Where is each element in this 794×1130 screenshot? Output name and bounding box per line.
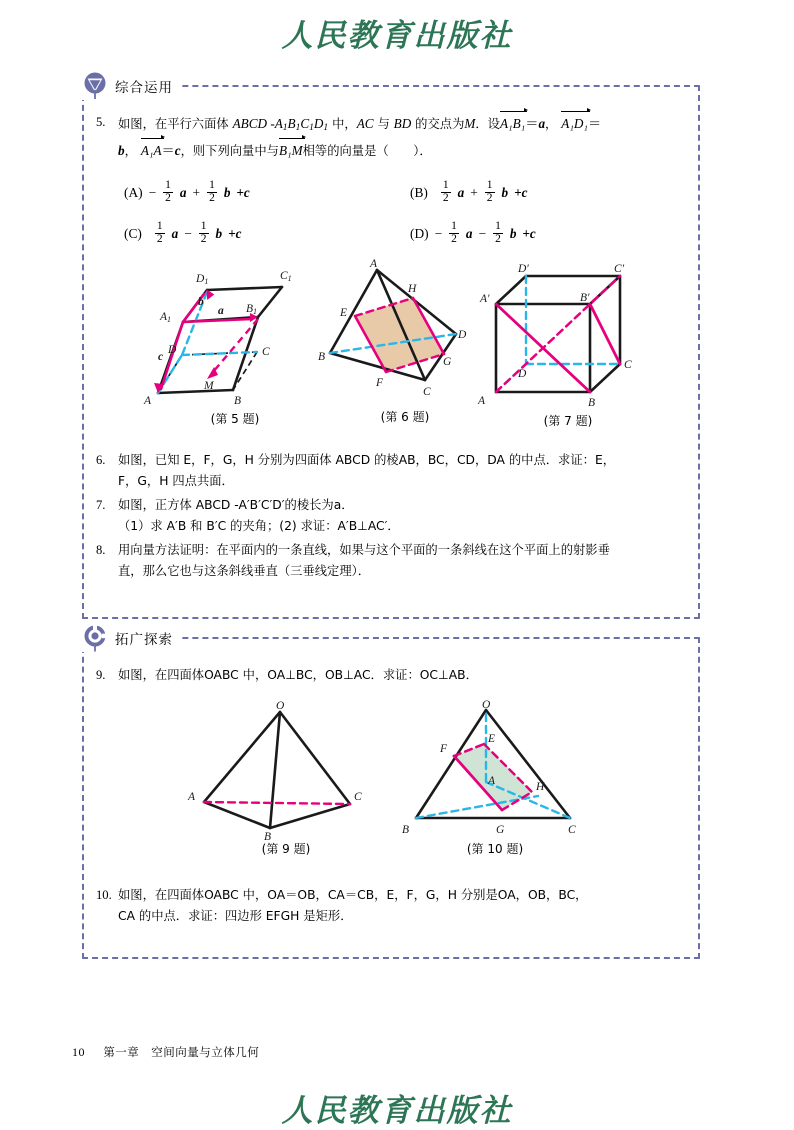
- figure-7: [478, 263, 648, 428]
- svg-text:B′: B′: [580, 292, 590, 304]
- svg-text:O: O: [276, 700, 285, 712]
- question-5-text: 如图，在平行六面体 ABCD $-A_1B_1C_1D_1$ 中，AC 与 BD 的交点为M．设A₁B₁＝a， A₁D₁＝ b， A₁A＝c，则下列向量中与B₁M相等的向量是（ ）．: [118, 112, 688, 162]
- figure-5: [140, 262, 330, 426]
- svg-text:C1: C1: [280, 270, 292, 283]
- footer-page-number: 10: [72, 1045, 85, 1059]
- svg-text:H: H: [536, 781, 545, 793]
- page-footer: [72, 1044, 259, 1060]
- publisher-logo-bottom: 人民教育出版社: [281, 1093, 513, 1128]
- figure-5-caption: (第 5 题): [210, 412, 260, 426]
- vector-A1A: A₁A: [141, 139, 162, 161]
- question-7: 7. 如图，正方体 ABCD -A′B′C′D′的棱长为a． （1）求 A′B 和 B′C 的夹角；(2) 求证：A′B⊥AC′．: [96, 498, 400, 533]
- question-8-line-1: 用向量方法证明：在平面内的一条直线，如果与这个平面的一条斜线在这个平面上的射影垂: [118, 543, 610, 557]
- svg-text:C: C: [423, 386, 431, 398]
- svg-text:C′: C′: [614, 263, 625, 275]
- svg-text:B1: B1: [246, 303, 258, 316]
- svg-text:b: b: [198, 296, 204, 308]
- svg-text:B: B: [588, 397, 596, 409]
- svg-text:A: A: [488, 775, 496, 787]
- compass-target-icon: [82, 624, 108, 652]
- svg-text:O: O: [482, 699, 491, 711]
- figure-10: [402, 699, 598, 856]
- svg-text:C: C: [354, 791, 362, 803]
- question-6-line-2: F，G，H 四点共面．: [118, 474, 234, 488]
- svg-text:A: A: [478, 395, 486, 407]
- svg-text:D: D: [168, 344, 177, 356]
- question-5-number: 5.: [96, 115, 106, 129]
- footer-chapter: 第一章 空间向量与立体几何: [103, 1045, 260, 1059]
- question-6: 6. 如图，已知 E，F，G，H 分别为四面体 ABCD 的棱AB，BC，CD，DA 的中点．求证：E， F，G，H 四点共面．: [96, 453, 616, 488]
- vector-A1B1: A₁B₁: [500, 112, 525, 134]
- option-B[interactable]: (B) $\frac{1}{2}$ a + $\frac{1}{2}$ b +c: [410, 179, 528, 204]
- questions-6-7-8: [96, 450, 688, 585]
- question-5: [96, 112, 688, 165]
- vector-B1M: B₁M: [279, 139, 303, 161]
- svg-text:G: G: [443, 356, 452, 368]
- vector-A1D1: A₁D₁: [561, 112, 588, 134]
- svg-text:c: c: [158, 351, 164, 363]
- figure-6: [318, 258, 490, 424]
- svg-text:B: B: [402, 824, 410, 836]
- question-8: 8. 用向量方法证明：在平面内的一条直线，如果与这个平面的一条斜线在这个平面上的射影垂 直，那么它也与这条斜线垂直（三垂线定理）．: [96, 543, 610, 578]
- publisher-logo-top: 人民教育出版社: [281, 18, 513, 53]
- svg-text:F: F: [440, 743, 448, 755]
- svg-text:A: A: [370, 258, 378, 270]
- option-D[interactable]: (D) − $\frac{1}{2}$ a − $\frac{1}{2}$ b +c: [410, 220, 536, 245]
- figure-10-caption: (第 10 题): [466, 842, 524, 856]
- question-9: 9. 如图，在四面体OABC 中，OA⊥BC，OB⊥AC．求证：OC⊥AB．: [96, 665, 688, 689]
- section-header-comprehensive: [82, 72, 179, 100]
- svg-text:G: G: [496, 824, 505, 836]
- answer-options: [124, 172, 684, 254]
- section-title-comprehensive: 综合运用: [115, 80, 173, 96]
- svg-text:E: E: [340, 307, 348, 319]
- question-10-line-1: 如图，在四面体OABC 中，OA＝OB，CA＝CB，E，F，G，H 分别是OA，OB，BC，: [118, 888, 588, 902]
- question-9-text: 如图，在四面体OABC 中，OA⊥BC，OB⊥AC．求证：OC⊥AB．: [118, 668, 478, 682]
- figure-7-caption: (第 7 题): [543, 414, 593, 428]
- section-header-extension: [82, 624, 179, 652]
- figure-6-caption: (第 6 题): [380, 410, 430, 424]
- svg-text:F: F: [376, 377, 384, 389]
- svg-text:D1: D1: [196, 273, 209, 286]
- figure-9: [188, 700, 376, 856]
- question-7-line-2: （1）求 A′B 和 B′C 的夹角；(2) 求证：A′B⊥AC′．: [118, 519, 400, 533]
- question-10-line-2: CA 的中点．求证：四边形 EFGH 是矩形．: [118, 909, 353, 923]
- option-C[interactable]: (C) $\frac{1}{2}$ a − $\frac{1}{2}$ b +c: [124, 220, 242, 245]
- svg-text:C: C: [262, 346, 270, 358]
- option-A[interactable]: (A) − $\frac{1}{2}$ a + $\frac{1}{2}$ b +c: [124, 179, 250, 204]
- svg-text:A: A: [144, 395, 152, 407]
- svg-text:C: C: [568, 824, 576, 836]
- svg-text:B: B: [318, 351, 326, 363]
- svg-text:D: D: [518, 368, 527, 380]
- svg-text:A′: A′: [480, 293, 490, 305]
- question-8-line-2: 直，那么它也与这条斜线垂直（三垂线定理）．: [118, 564, 371, 578]
- svg-text:M: M: [204, 380, 214, 392]
- question-10: 10. 如图，在四面体OABC 中，OA＝OB，CA＝CB，E，F，G，H 分别是OA，OB，BC， CA 的中点．求证：四边形 EFGH 是矩形．: [96, 888, 588, 923]
- svg-text:B: B: [264, 831, 272, 843]
- shield-badge-icon: [82, 72, 108, 100]
- svg-text:B: B: [234, 395, 242, 407]
- svg-text:a: a: [218, 305, 224, 317]
- svg-text:D′: D′: [518, 263, 529, 275]
- svg-text:H: H: [408, 283, 417, 295]
- svg-text:E: E: [488, 733, 496, 745]
- svg-text:D: D: [458, 329, 467, 341]
- question-7-line-1: 如图，正方体 ABCD -A′B′C′D′的棱长为a．: [118, 498, 354, 512]
- svg-text:C: C: [624, 359, 632, 371]
- question-6-line-1: 如图，已知 E，F，G，H 分别为四面体 ABCD 的棱AB，BC，CD，DA 的中点．求证：E，: [118, 453, 616, 467]
- figure-9-caption: (第 9 题): [261, 842, 311, 856]
- svg-text:A1: A1: [160, 311, 172, 324]
- svg-text:A: A: [188, 791, 196, 803]
- section-title-extension: 拓广探索: [115, 632, 173, 648]
